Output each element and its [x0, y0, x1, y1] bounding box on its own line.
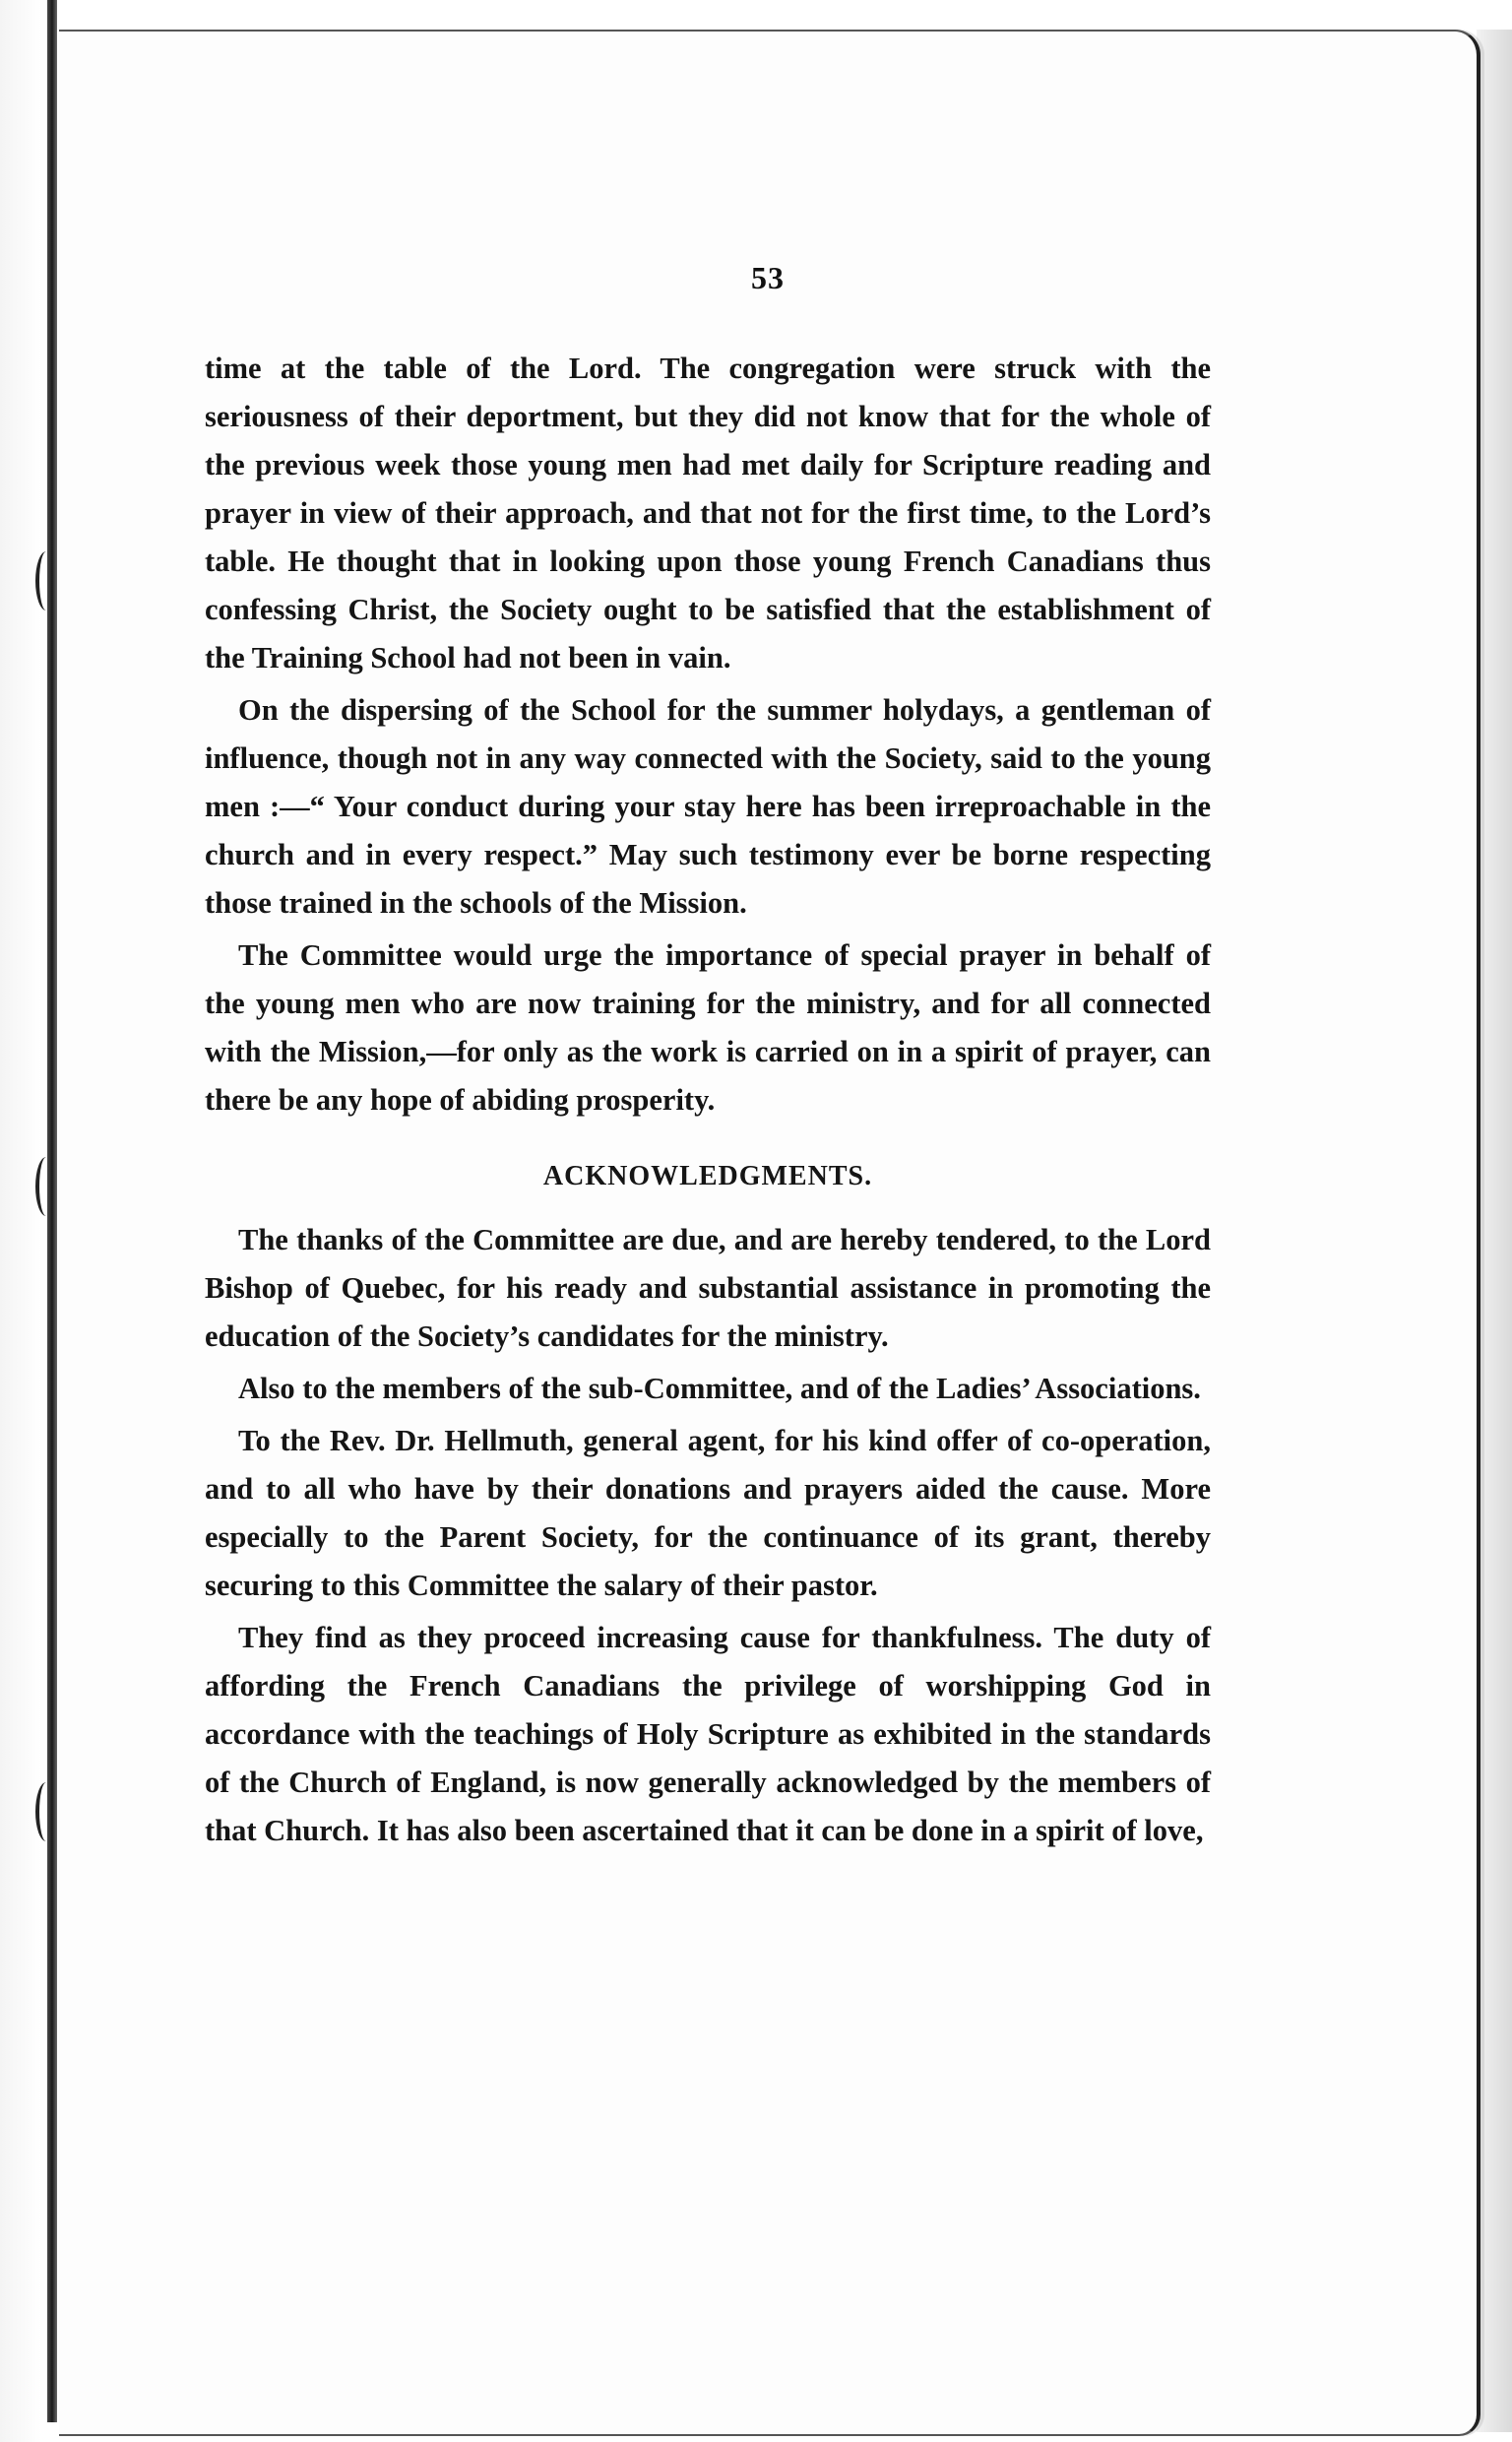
- binding-clip-mark: [35, 551, 57, 610]
- body-paragraph: On the dispersing of the School for the summer holydays, a gentleman of influence, though not in any way connected with the Society, said to the young men :—“ Your conduct during your stay here has been irreproachable in the church and in every respect.” May such testimony ever be borne respecting those trained in the schools of the Mission.: [205, 693, 1211, 920]
- body-paragraph: The Committee would urge the importance of special prayer in behalf of the young men who are now training for the ministry, and for all connected with the Mission,—for only as the work is carried on in a spirit of prayer, can there be any hope of abiding prosperity.: [205, 938, 1211, 1117]
- body-paragraph: time at the table of the Lord. The congregation were struck with the seriousness of their deportment, but they did not know that for the whole of the previous week those young men had met daily for Scripture reading and prayer in view of their approach, and that not for the first time, to the Lord’s table. He thought that in looking upon those young French Canadians thus confessing Christ, the Society ought to be satisfied that the establishment of the Training School had not been in vain.: [205, 352, 1211, 675]
- body-paragraph: Also to the members of the sub-Committee, and of the Ladies’ Associations.: [238, 1372, 1201, 1405]
- page-number: 53: [751, 260, 785, 295]
- page-body: [205, 345, 1211, 1855]
- body-paragraph: They find as they proceed increasing cause for thankfulness. The duty of affording the French Canadians the privilege of worshipping God in accordance with the teachings of Holy Scripture as exhibited in the standards of the Church of England, is now generally acknowledged by the members of that Church. It has also been ascertained that it can be done in a spirit of love,: [205, 1621, 1211, 1847]
- book-page: [59, 30, 1480, 2436]
- body-paragraph: The thanks of the Committee are due, and are hereby tendered, to the Lord Bishop of Quebec, for his ready and substantial assistance in promoting the education of the Society’s candidates for the ministry.: [205, 1223, 1211, 1353]
- page-edge-shadow: [1477, 30, 1512, 2432]
- body-paragraph: To the Rev. Dr. Hellmuth, general agent, for his kind offer of co-operation, and to all who have by their donations and prayers aided the cause. More especially to the Parent Society, for the continuance of its grant, thereby securing to this Committee the salary of their pastor.: [205, 1424, 1211, 1602]
- binding-clip-mark: [35, 1782, 57, 1841]
- section-heading: ACKNOWLEDGMENTS.: [542, 1161, 873, 1191]
- binding-clip-mark: [35, 1157, 57, 1216]
